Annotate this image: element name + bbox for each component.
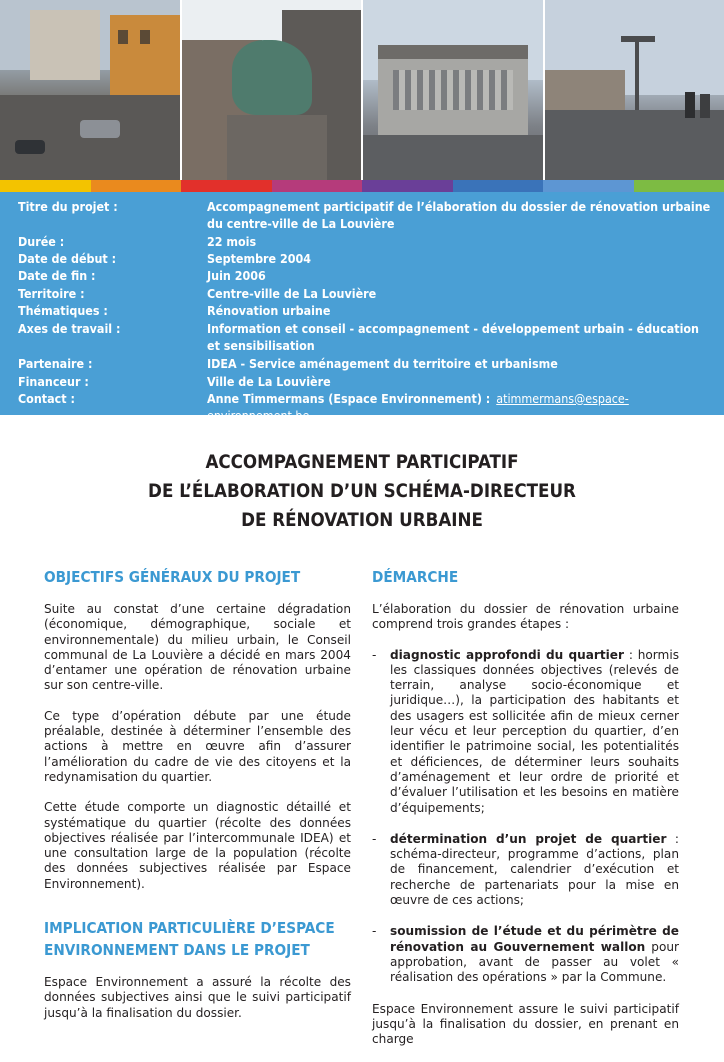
step-text: : hormis les classiques données objectives (relevés de terrain, analyse socio-économique et juridique…), la participation des habitants et des usagers est sollicitée afin de mieux cerner leur vécu et leur perception du quartier, d’en identifier le patrimoine social, les potentialités et déficiences, de déterminer leurs souhaits d’aménagement et leur ordre de priorité et d’évaluer l’utilisation et les besoins en matière d’équipements; xyxy=(390,648,679,815)
color-bar-segment xyxy=(362,180,453,192)
color-bar-segment xyxy=(272,180,363,192)
info-value: Centre-ville de La Louvière xyxy=(207,285,712,302)
info-value: 22 mois xyxy=(207,233,712,250)
title-line-2: DE L’ÉLABORATION D’UN SCHÉMA-DIRECTEUR xyxy=(148,481,576,502)
street-photo xyxy=(0,0,180,180)
info-label: Axes de travail : xyxy=(18,320,120,337)
info-label: Titre du projet : xyxy=(18,198,118,215)
color-bar-segment xyxy=(91,180,182,192)
info-value: Juin 2006 xyxy=(207,267,712,284)
color-bar-segment xyxy=(181,180,272,192)
paragraph: Suite au constat d’une certaine dégradation (économique, démographique, sociale et environnementale) du milieu urbain, le Conseil communal de La Louvière a décidé en mars 2004 d’entamer une opération de rénovation urbaine sur son centre-ville. xyxy=(44,602,351,694)
step-text: : schéma-directeur, programme d’actions, plan de financement, calendrier d’exécution et recherche de partenariats pour la mise en œuvre de ces actions; xyxy=(390,832,679,907)
color-bar-segment xyxy=(453,180,544,192)
info-value: IDEA - Service aménagement du territoire et urbanisme xyxy=(207,355,712,372)
color-bar-segment xyxy=(543,180,634,192)
info-value xyxy=(207,390,712,424)
info-value: Information et conseil - accompagnement - développement urbain - éducation et sensibilisation xyxy=(207,320,712,354)
contact-email-link[interactable]: atimmermans@espace-environnement.be xyxy=(207,391,629,423)
section-heading-approach: DÉMARCHE xyxy=(372,566,679,588)
list-item xyxy=(372,648,679,816)
step-title: diagnostic approfondi du quartier xyxy=(390,648,624,662)
section-heading-objectives: OBJECTIFS GÉNÉRAUX DU PROJET xyxy=(44,566,351,588)
list-dash: - xyxy=(372,924,376,939)
color-bar-segment xyxy=(0,180,91,192)
list-item xyxy=(372,832,679,908)
info-label: Date de fin : xyxy=(18,267,96,284)
color-bar xyxy=(0,180,724,192)
left-column xyxy=(44,566,351,1036)
section-heading-involvement: IMPLICATION PARTICULIÈRE D’ESPACE ENVIRONNEMENT DANS LE PROJET xyxy=(44,917,351,961)
list-item xyxy=(372,924,679,985)
list-dash: - xyxy=(372,648,376,663)
info-value: Accompagnement participatif de l’élaboration du dossier de rénovation urbaine du centre-ville de La Louvière xyxy=(207,198,712,232)
paragraph: Espace Environnement a assuré la récolte des données subjectives ainsi que le suivi participatif jusqu’à la finalisation du dossier. xyxy=(44,975,351,1021)
contact-name: Anne Timmermans (Espace Environnement) : xyxy=(207,391,490,406)
info-label: Contact : xyxy=(18,390,75,407)
paragraph: Ce type d’opération débute par une étude préalable, destinée à déterminer l’ensemble des actions à mettre en œuvre afin d’assurer l’amélioration du cadre de vie des citoyens et la redynamisation du quartier. xyxy=(44,709,351,785)
step-title: détermination d’un projet de quartier xyxy=(390,832,666,846)
step-title: soumission de l’étude et du périmètre de rénovation au Gouvernement wallon xyxy=(390,924,679,953)
paragraph: Espace Environnement assure le suivi participatif jusqu’à la finalisation du dossier, en prenant en charge xyxy=(372,1002,679,1048)
info-label: Partenaire : xyxy=(18,355,92,372)
paragraph: Cette étude comporte un diagnostic détaillé et systématique du quartier (récolte des données objectives réalisée par l’intercommunale IDEA) et une consultation large de la population (récolte des données subjectives réalisée par Espace Environnement). xyxy=(44,800,351,892)
info-value: Septembre 2004 xyxy=(207,250,712,267)
info-value: Rénovation urbaine xyxy=(207,302,712,319)
page-title xyxy=(40,448,684,535)
wolf-statue-photo xyxy=(182,0,362,180)
info-label: Thématiques : xyxy=(18,302,108,319)
title-line-1: ACCOMPAGNEMENT PARTICIPATIF xyxy=(205,452,518,473)
step-text: pour approbation, avant de passer au volet « réalisation des opérations » par la Commune. xyxy=(390,940,679,985)
title-line-3: DE RÉNOVATION URBAINE xyxy=(241,510,483,531)
right-column xyxy=(372,566,679,1062)
steps-list xyxy=(372,648,679,986)
building-photo xyxy=(363,0,543,180)
square-photo xyxy=(545,0,724,180)
info-label: Date de début : xyxy=(18,250,116,267)
project-info-panel xyxy=(0,192,724,415)
info-value: Ville de La Louvière xyxy=(207,373,712,390)
paragraph: L’élaboration du dossier de rénovation urbaine comprend trois grandes étapes : xyxy=(372,602,679,633)
info-label: Financeur : xyxy=(18,373,89,390)
info-label: Durée : xyxy=(18,233,64,250)
info-label: Territoire : xyxy=(18,285,85,302)
photo-strip xyxy=(0,0,724,180)
list-dash: - xyxy=(372,832,376,847)
color-bar-segment xyxy=(634,180,724,192)
